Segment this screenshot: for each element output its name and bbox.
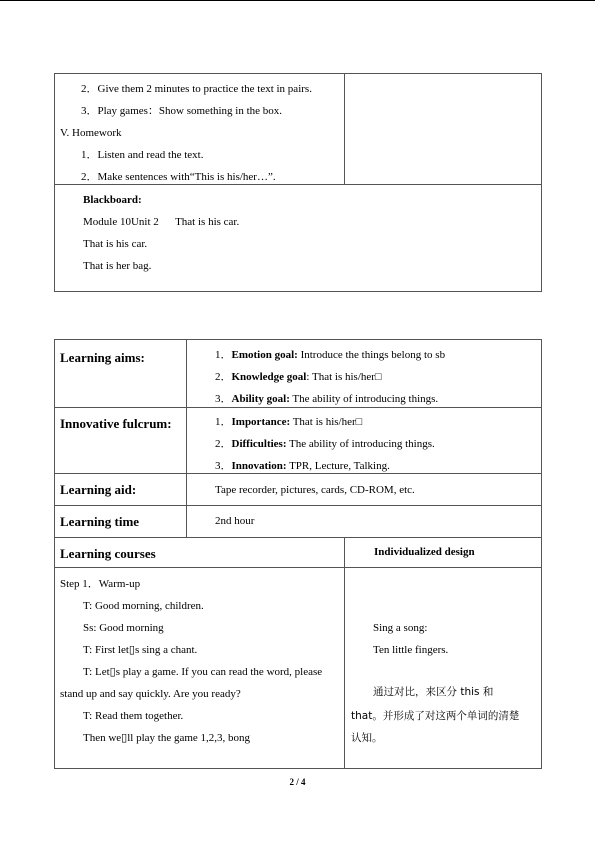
row-divider	[55, 473, 541, 474]
learning-time-label: Learning time	[60, 514, 140, 529]
step-line: T: Read them together.	[83, 710, 184, 722]
page-top-rule	[0, 0, 595, 1]
row-divider	[55, 505, 541, 506]
individualized-design-label: Individualized design	[374, 546, 475, 558]
procedure-line: 2．Give them 2 minutes to practice the text in pairs.	[81, 83, 312, 95]
homework-line: 2．Make sentences with“This is his/her…”.	[81, 171, 276, 183]
column-divider	[344, 74, 345, 184]
row-divider	[55, 407, 541, 408]
procedure-line: 3．Play games：Show something in the box.	[81, 105, 283, 117]
design-line: Ten little fingers.	[373, 644, 449, 656]
fulcrum-item: 2．Difficulties: The ability of introducing things.	[215, 438, 435, 450]
column-divider	[344, 537, 345, 769]
learning-aims-label: Learning aims:	[60, 350, 145, 365]
row-divider	[55, 567, 541, 568]
row-divider	[55, 537, 541, 538]
learning-courses-label: Learning courses	[60, 546, 156, 561]
learning-time-value: 2nd hour	[215, 515, 255, 527]
column-divider	[186, 340, 187, 537]
row-divider	[55, 184, 541, 185]
aim-item: 2．Knowledge goal: That is his/her□	[215, 371, 382, 383]
procedure-table	[54, 73, 542, 292]
step-line: T: Let▯s play a game. If you can read the word, please	[83, 666, 323, 678]
fulcrum-item: 1．Importance: That is his/her□	[215, 416, 363, 428]
fulcrum-item: 3．Innovation: TPR, Lecture, Talking.	[215, 460, 390, 472]
aim-item: 1．Emotion goal: Introduce the things belong to sb	[215, 349, 446, 361]
aim-item: 3．Ability goal: The ability of introducing things.	[215, 393, 439, 405]
blackboard-line: Module 10Unit 2 That is his car.	[83, 216, 240, 228]
learning-aid-value: Tape recorder, pictures, cards, CD-ROM, etc.	[215, 484, 415, 496]
step-line: Ss: Good morning	[83, 622, 164, 634]
blackboard-line: That is his car.	[83, 238, 148, 250]
homework-heading: V. Homework	[60, 127, 122, 139]
step-line: stand up and say quickly. Are you ready?	[60, 688, 241, 700]
step-line: T: Good morning, children.	[83, 600, 204, 612]
step-line: Step 1．Warm-up	[60, 578, 141, 590]
design-line: 通过对比，来区分 this 和	[373, 686, 494, 698]
design-line: that。并形成了对这两个单词的清楚	[351, 710, 520, 722]
step-line: T: First let▯s sing a chant.	[83, 644, 198, 656]
design-line: 认知。	[351, 732, 383, 744]
learning-aid-label: Learning aid:	[60, 482, 137, 497]
step-line: Then we▯ll play the game 1,2,3, bong	[83, 732, 251, 744]
design-line: Sing a song:	[373, 622, 428, 634]
page-number: 2 / 4	[289, 777, 306, 787]
blackboard-heading: Blackboard:	[83, 194, 142, 206]
innovative-fulcrum-label: Innovative fulcrum:	[60, 416, 172, 431]
homework-line: 1．Listen and read the text.	[81, 149, 204, 161]
blackboard-line: That is her bag.	[83, 260, 152, 272]
lesson-plan-table	[54, 339, 542, 769]
